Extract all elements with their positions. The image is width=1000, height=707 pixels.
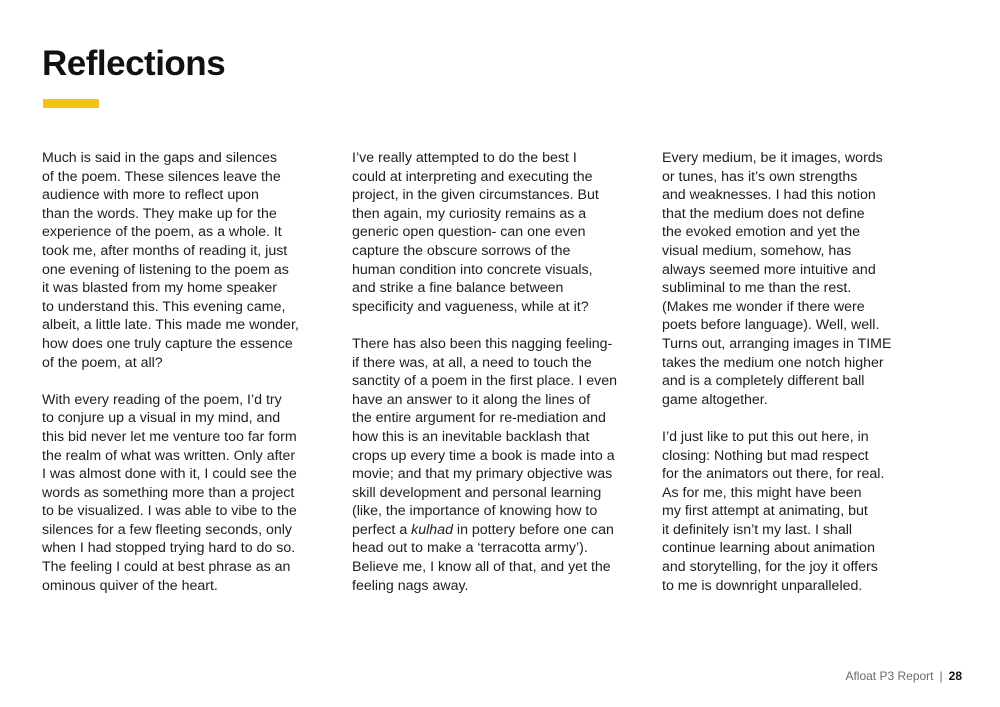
paragraph: [42, 149, 342, 372]
text-line: then again, my curiosity remains as a: [352, 205, 587, 222]
text-line: of the poem, at all?: [42, 354, 163, 371]
text-line: the realm of what was written. Only after: [42, 447, 296, 464]
text-line: it was blasted from my home speaker: [42, 280, 277, 297]
text-column-1: [42, 149, 342, 595]
text-line: project, in the given circumstances. But: [352, 187, 599, 204]
text-line: capture the obscure sorrows of the: [352, 242, 571, 259]
paragraph: [662, 428, 962, 595]
text-line: human condition into concrete visuals,: [352, 261, 593, 278]
text-line: audience with more to reflect upon: [42, 187, 259, 204]
text-line: Believe me, I know all of that, and yet the: [352, 559, 611, 576]
text-line: for the animators out there, for real.: [662, 466, 885, 483]
text-line: There has also been this nagging feeling-: [352, 335, 613, 352]
text-line: subliminal to me than the rest.: [662, 280, 852, 297]
text-line: feeling nags away.: [352, 577, 469, 594]
text-line: I’d just like to put this out here, in: [662, 428, 869, 445]
text-line: (like, the importance of knowing how to: [352, 503, 598, 520]
text-line: sanctity of a poem in the first place. I even: [352, 373, 617, 390]
text-line: crops up every time a book is made into a: [352, 447, 615, 464]
footer-page-number: 28: [948, 669, 962, 683]
text-line: silences for a few fleeting seconds, only: [42, 521, 292, 538]
text-line: the entire argument for re-mediation and: [352, 410, 606, 427]
text-line: skill development and personal learning: [352, 484, 602, 501]
text-line: experience of the poem, as a whole. It: [42, 224, 282, 241]
text-line: when I had stopped trying hard to do so.: [42, 540, 296, 557]
footer-separator: |: [939, 669, 943, 683]
text-line: to understand this. This evening came,: [42, 298, 286, 315]
text-line: to conjure up a visual in my mind, and: [42, 410, 281, 427]
text-line: game altogether.: [662, 391, 768, 408]
text-line: Turns out, arranging images in TIME: [662, 335, 892, 352]
title-accent-bar: [43, 99, 99, 108]
text-line: words as something more than a project: [42, 484, 295, 501]
text-line: Every medium, be it images, words: [662, 150, 883, 166]
text-line: my first attempt at animating, but: [662, 503, 868, 520]
text-line: continue learning about animation: [662, 540, 875, 557]
text-line: the evoked emotion and yet the: [662, 224, 860, 241]
text-line: how this is an inevitable backlash that: [352, 428, 590, 445]
text-line: than the words. They make up for the: [42, 205, 277, 222]
footer-report-name: Afloat P3 Report: [845, 669, 934, 683]
text-line: (Makes me wonder if there were: [662, 298, 865, 315]
text-line: to be visualized. I was able to vibe to the: [42, 503, 297, 520]
page-footer: [845, 669, 962, 683]
text-line: if there was, at all, a need to touch the: [352, 354, 592, 371]
text-line: have an answer to it along the lines of: [352, 391, 591, 408]
text-line: always seemed more intuitive and: [662, 261, 876, 278]
text-line: head out to make a ‘terracotta army’).: [352, 540, 588, 557]
paragraph: [352, 335, 652, 595]
text-line: how does one truly capture the essence: [42, 335, 293, 352]
page-title: Reflections: [42, 44, 226, 83]
text-line: could at interpreting and executing the: [352, 168, 593, 185]
text-line: perfect a kulhad in pottery before one can: [352, 521, 614, 538]
text-line: and weaknesses. I had this notion: [662, 187, 876, 204]
text-column-3: [662, 149, 962, 595]
text-line: and is a completely different ball: [662, 373, 865, 390]
text-line: closing: Nothing but mad respect: [662, 447, 869, 464]
text-line: specificity and vagueness, while at it?: [352, 298, 589, 315]
paragraph: [352, 149, 652, 316]
text-line: takes the medium one notch higher: [662, 354, 884, 371]
text-line: poets before language). Well, well.: [662, 317, 880, 334]
text-line: As for me, this might have been: [662, 484, 862, 501]
text-line: visual medium, somehow, has: [662, 242, 852, 259]
emphasis-kulhad: kulhad: [411, 521, 453, 538]
text-line: I was almost done with it, I could see the: [42, 466, 297, 483]
text-line: movie; and that my primary objective was: [352, 466, 613, 483]
text-line: of the poem. These silences leave the: [42, 168, 281, 185]
text-column-2: [352, 149, 652, 595]
text-line: that the medium does not define: [662, 205, 865, 222]
text-line: this bid never let me venture too far form: [42, 428, 297, 445]
text-line: and strike a fine balance between: [352, 280, 564, 297]
text-line: one evening of listening to the poem as: [42, 261, 289, 278]
text-line: With every reading of the poem, I’d try: [42, 391, 282, 408]
text-line: or tunes, has it’s own strengths: [662, 168, 858, 185]
text-line: generic open question- can one even: [352, 224, 586, 241]
text-line: took me, after months of reading it, just: [42, 242, 288, 259]
text-line: ominous quiver of the heart.: [42, 577, 218, 594]
text-line: it definitely isn’t my last. I shall: [662, 521, 853, 538]
text-line: albeit, a little late. This made me wonder,: [42, 317, 299, 334]
text-line: The feeling I could at best phrase as an: [42, 559, 291, 576]
text-line: I’ve really attempted to do the best I: [352, 150, 577, 166]
paragraph: [662, 149, 962, 409]
text-line: Much is said in the gaps and silences: [42, 150, 278, 166]
paragraph: [42, 391, 342, 596]
text-line: and storytelling, for the joy it offers: [662, 559, 878, 576]
text-line: to me is downright unparalleled.: [662, 577, 863, 594]
